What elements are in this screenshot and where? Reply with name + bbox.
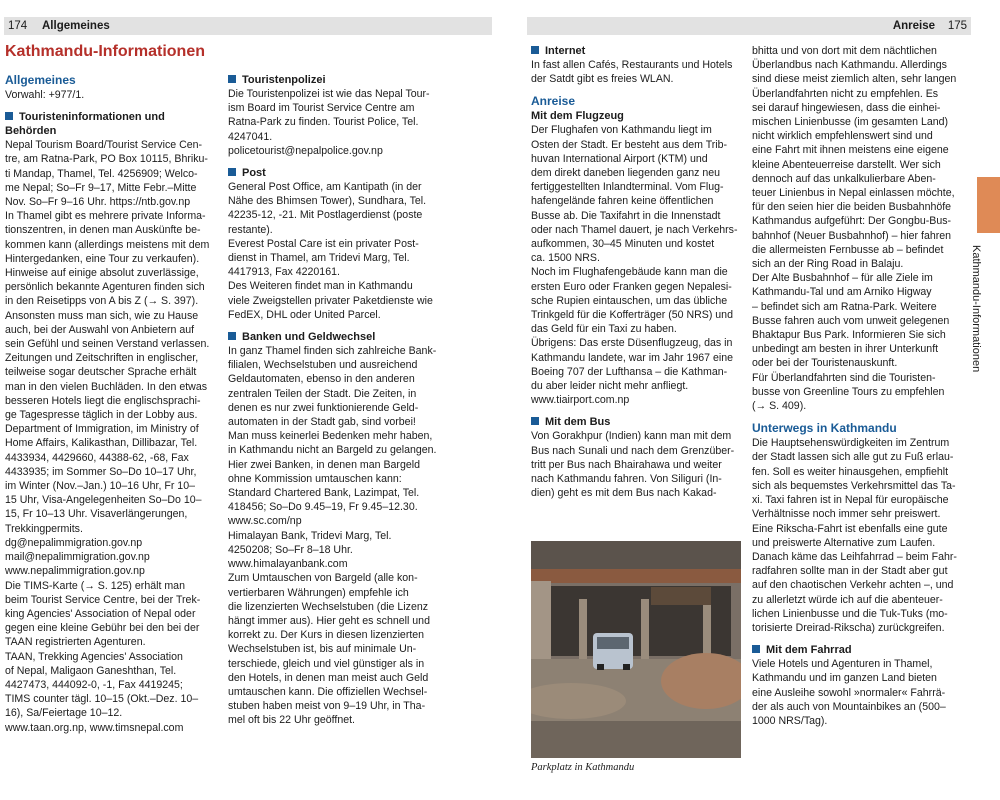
text-line: im Winter (Nov.–Jan.) 10–16 Uhr, Fr 10–: [5, 480, 195, 493]
text-line: Der Alte Busbahnhof – für alle Ziele im: [752, 272, 933, 285]
text-line: king Agencies' Association of Nepal oder: [5, 607, 196, 620]
internet-text: [531, 58, 741, 86]
text-line: tre, am Ratna-Park, PO Box 10115, Bhriku-: [5, 153, 208, 166]
text-line: www.himalayanbank.com: [228, 558, 348, 571]
text-line: in Kathmandu nicht an Bargeld zu gelangen.: [228, 444, 437, 457]
text-line: 4433934, 4429660, 44388-62, -68, Fax: [5, 451, 189, 464]
text-line: dien) geht es mit dem Bus nach Kakad-: [531, 487, 717, 500]
text-line: In fast allen Cafés, Restaurants und Hotels: [531, 59, 733, 71]
text-line: Osten der Stadt. Er besteht aus dem Trib-: [531, 138, 728, 151]
text-line: persönlich bekannte Agenturen finden sich: [5, 281, 205, 294]
text-line: 4417913, Fax 4220161.: [228, 266, 340, 279]
text-line: restante).: [228, 223, 273, 236]
text-line: mischen Linienbusse (im gesamten Land): [752, 116, 949, 129]
heading-flugzeug: Mit dem Flugzeug: [531, 110, 624, 123]
text-line: torisierte Dreirad-Rikscha) zurückgreifen.: [752, 621, 945, 634]
text-line: das Geld für ein Taxi zu haben.: [531, 323, 677, 336]
text-line: Die TIMS-Karte (→ S. 125) erhält man: [5, 579, 185, 592]
text-line: automaten in der Stadt gab, sind vorbei!: [228, 416, 416, 429]
text-line: ge Tagespresse täglich in der Lobby aus.: [5, 409, 198, 422]
text-line: 16), Sa/Feiertage 10–12.: [5, 707, 123, 720]
text-line: policetourist@nepalpolice.gov.np: [228, 144, 383, 157]
text-line: sich als bequemstes Verkehrsmittel das Ta-: [752, 479, 956, 492]
text-line: 4247041.: [228, 130, 273, 143]
text-line: besseren Hotels liegt die englischsprachi-: [5, 394, 201, 407]
unterwegs-text: [752, 436, 964, 635]
heading-touristeninformationen: Touristeninformationen und Behörden: [5, 110, 216, 138]
side-label: [970, 245, 998, 425]
text-line: Everest Postal Care ist ein privater Post-: [228, 237, 419, 250]
text-line: mail@nepalimmigration.gov.np: [5, 551, 150, 564]
text-line: Der Flughafen von Kathmandu liegt im: [531, 124, 712, 137]
touristenpolizei-text: [228, 87, 438, 158]
text-line: 1000 NRS/Tag).: [752, 714, 828, 727]
text-line: korrekt zu. Der Kurs in diesen lizenzierten: [228, 629, 425, 642]
text-line: Die Hauptsehenswürdigkeiten im Zentrum: [752, 437, 950, 450]
text-line: Verhältnisse noch immer sehr preiswert.: [752, 508, 941, 521]
heading-unterwegs: Unterwegs in Kathmandu: [752, 421, 897, 436]
text-line: zentralen Teilen der Stadt. Die Zeiten, in: [228, 387, 417, 400]
text-line: den Hotels, in denen man meist auch Geld: [228, 671, 429, 684]
text-line: Himalayan Bank, Tridevi Marg, Tel.: [228, 529, 392, 542]
photo-caption: Parkplatz in Kathmandu: [531, 762, 635, 773]
text-line: teuer Linienbus in Nepal einlassen möchte,: [752, 187, 955, 200]
text-line: General Post Office, am Kantipath (in der: [228, 181, 422, 194]
text-line: ca. 1500 NRS.: [531, 252, 600, 265]
heading-anreise: Anreise: [531, 94, 576, 109]
text-line: die allermeisten Fernbusse ab – befindet: [752, 243, 944, 256]
side-label-text: Kathmandu-Informationen: [970, 245, 982, 373]
text-line: Department of Immigration, im Ministry of: [5, 423, 199, 436]
chapter-tab: [977, 177, 1000, 233]
text-line: aufkommen, 30–45 Minuten und kostet: [531, 238, 715, 251]
text-line: lichen Linienbusse und die Tuk-Tuks (mo-: [752, 607, 948, 620]
text-line: TAAN registrierten Agenturen.: [5, 636, 146, 649]
text-line: Überlandbus nach Kathmandu. Allerdings: [752, 59, 947, 72]
column-4: [752, 44, 964, 728]
text-line: www.taan.org.np, www.timsnepal.com: [5, 721, 184, 734]
text-line: In Thamel gibt es mehrere private Informa-: [5, 210, 206, 223]
text-line: Hier zwei Banken, in denen man Bargeld: [228, 458, 420, 471]
text-line: sich an der Ring Road in Balaju.: [752, 258, 904, 271]
text-line: Home Affairs, Kalikasthan, Dillibazar, Tel.: [5, 437, 198, 450]
text-line: Noch im Flughafengebäude kann man die: [531, 266, 728, 279]
text-line: hängt immer aus). Hier geht es schnell und: [228, 614, 430, 627]
text-line: Zeitungen und Zeitschriften in englischer,: [5, 352, 199, 365]
text-line: (→ S. 409).: [752, 400, 807, 413]
text-line: auch, bei der Auswahl von Anbietern auf: [5, 323, 195, 336]
text-line: Zum Umtauschen von Bargeld (alle kon-: [228, 572, 418, 585]
text-line: www.nepalimmigration.gov.np: [5, 565, 145, 578]
text-line: dem direkt daneben liegenden ganz neu: [531, 167, 721, 180]
chapter-title: Kathmandu-Informationen: [5, 43, 205, 60]
text-line: Nähe des Bhimsen Tower), Sundhara, Tel.: [228, 195, 427, 208]
text-line: FedEX, DHL oder United Parcel.: [228, 308, 381, 321]
text-line: TAAN, Trekking Agencies' Association: [5, 650, 183, 663]
text-line: tritt per Bus nach Bhairahawa und weiter: [531, 458, 722, 471]
heading-internet: Internet: [531, 44, 741, 58]
section-title-right: Anreise: [892, 20, 935, 32]
text-line: 418456; So–Do 9.45–19, Fr 9.45–12.30.: [228, 501, 418, 514]
text-line: kleine Abenteuerreise darstellt. Wer sich: [752, 158, 941, 171]
parking-photo: [531, 541, 741, 758]
text-line: xi. Taxi fahren ist in Nepal für europäische: [752, 494, 949, 507]
text-line: Kathmandus aufgeführt: Der Gongbu-Bus-: [752, 215, 952, 228]
text-line: Man muss keinerlei Bedenken mehr haben,: [228, 430, 433, 443]
text-line: kommen kann (allerdings meistens mit dem: [5, 238, 210, 251]
text-line: 4433935; im Sommer So–Do 10–17 Uhr,: [5, 465, 197, 478]
text-line: vertierbaren Währungen) empfehle ich: [228, 586, 409, 599]
running-header-left: [4, 17, 492, 35]
text-line: Hintergedanken, eine Tour zu verkaufen).: [5, 252, 200, 265]
text-line: mel oft bis 22 Uhr geöffnet.: [228, 714, 356, 727]
text-line: Kathmandu landete, war im Jahr 1967 eine: [531, 351, 733, 364]
column-1: [5, 73, 216, 735]
text-line: Hinweise auf einige absolut zuverlässige,: [5, 267, 199, 280]
text-line: oder bei der Touristenauskunft.: [752, 357, 898, 370]
text-line: – befindet sich am Ratna-Park. Weitere: [752, 300, 937, 313]
text-line: Busse fahren auch vom unweit gelegenen: [752, 314, 950, 327]
text-line: für den seien hier die beiden Busbahnhöfe: [752, 201, 952, 214]
text-line: fertiggestellten Inlandterminal. Vom Flug-: [531, 181, 724, 194]
text-line: Kathmandu-Tal und am Arniko Higway: [752, 286, 932, 299]
page-number-left: 174: [8, 20, 28, 32]
text-line: TIMS counter tägl. 10–15 (Okt.–Dez. 10–: [5, 693, 199, 706]
text-line: tionszentren, in denen man Auskünfte be-: [5, 224, 201, 237]
text-line: Viele Hotels und Agenturen in Thamel,: [752, 658, 933, 671]
text-line: nicht wirklich empfehlenswert sind und: [752, 130, 933, 143]
text-line: www.sc.com/np: [228, 515, 302, 528]
text-line: of Nepal, Maligaon Ganeshthan, Tel.: [5, 664, 177, 677]
text-line: radfahren sollte man in der Stadt aber gut: [752, 565, 948, 578]
text-line: der als auch von Mountainbikes an (500–: [752, 700, 946, 713]
text-line: auf den chaotischen Verkehr achten –, und: [752, 579, 954, 592]
text-line: man in den vielen Buchläden. In den etwas: [5, 380, 208, 393]
text-line: busse von Greenline Tours zu empfehlen: [752, 385, 945, 398]
text-line: In ganz Thamel finden sich zahlreiche Bank-: [228, 345, 437, 358]
heading-post: Post: [228, 166, 438, 180]
text-line: Geldautomaten, ebenso in den anderen: [228, 373, 415, 386]
text-line: Nepal Tourism Board/Tourist Service Cen-: [5, 139, 203, 152]
flugzeug-text: [531, 123, 741, 407]
section-title-left: Allgemeines: [42, 20, 110, 32]
bus-continued-text: [752, 44, 964, 413]
text-line: Trekkingpermits.: [5, 522, 83, 535]
text-line: denen es nur zwei funktionierende Geld-: [228, 401, 419, 414]
text-line: ti Mandap, Thamel, Tel. 4256909; Welco-: [5, 167, 198, 180]
column-2: [228, 73, 438, 728]
text-line: Eine Rikscha-Fahrt ist ebenfalls eine gute: [752, 522, 948, 535]
page-number-right: 175: [947, 20, 967, 32]
text-line: me Nepal; So–Fr 9–17, Mitte Febr.–Mitte: [5, 181, 197, 194]
text-line: Ratna-Park zu finden. Tourist Police, Tel.: [228, 116, 419, 129]
text-line: ohne Kommission umtauschen kann:: [228, 472, 402, 485]
text-line: die lizenzierten Wechselstuben (die Lizenz: [228, 600, 429, 613]
text-line: bhitta und von dort mit dem nächtlichen: [752, 45, 937, 57]
text-line: unbedingt am besten in ihrer Unterkunft: [752, 343, 939, 356]
parking-photo-illustration: [531, 541, 741, 758]
fahrrad-text: [752, 657, 964, 728]
text-line: dg@nepalimmigration.gov.np: [5, 536, 143, 549]
text-line: Übrigens: Das erste Düsenflugzeug, das in: [531, 337, 733, 350]
text-line: Standard Chartered Bank, Lazimpat, Tel.: [228, 487, 420, 500]
post-text: [228, 180, 438, 322]
bus-text: [531, 429, 741, 500]
banken-text: [228, 344, 438, 727]
text-line: und preiswerte Alternative zum Laufen.: [752, 536, 936, 549]
text-line: fen. Soll es weiter hinausgehen, empfiehlt: [752, 465, 949, 478]
text-line: dennoch auf das unkalkulierbare Aben-: [752, 172, 936, 185]
text-line: der Stadt lassen sich alle gut zu Fuß erlau-: [752, 451, 954, 464]
text-line: dienst in Thamel, am Tridevi Marg, Tel.: [228, 252, 410, 265]
text-line: Ansonsten muss man sich, wie zu Hause: [5, 309, 199, 322]
text-line: huvan International Airport (KTM) und: [531, 152, 708, 165]
text-line: sei darauf hingewiesen, dass die einhei-: [752, 101, 941, 114]
text-line: eine Ausleihe sowohl »normaler« Fahrrä-: [752, 686, 946, 699]
text-line: Bhaktapur Bus Park. Informieren Sie sich: [752, 329, 946, 342]
heading-allgemeines: Allgemeines: [5, 73, 76, 87]
text-line: 42235-12, -21. Mit Postlagerdienst (poste: [228, 209, 423, 222]
text-line: Die Touristenpolizei ist wie das Nepal Tour-: [228, 88, 430, 100]
text-line: stuben haben meist von 9–19 Uhr, in Tha-: [228, 700, 426, 713]
text-line: teilweise sogar deutscher Sprache erhält: [5, 366, 197, 379]
text-line: terschiede, gleich und viel günstiger als in: [228, 657, 425, 670]
heading-fahrrad: Mit dem Fahrrad: [752, 643, 964, 657]
text-line: hafengelände fahren keine öffentlichen: [531, 195, 714, 208]
text-line: eine Fahrt mit ihnen meistens eine eigene: [752, 144, 949, 157]
text-line: umtauschen kann. Die offiziellen Wechsel-: [228, 685, 428, 698]
text-line: filialen, Wechselstuben und ausreichend: [228, 359, 418, 372]
text-line: Wechselstuben ist, bis auf minimale Un-: [228, 643, 417, 656]
touri-text: [5, 138, 216, 735]
text-line: oder nach Thamel dauert, je nach Verkehrs-: [531, 223, 738, 236]
text-line: sein Gefühl und seinen Verstand verlassen.: [5, 338, 210, 351]
text-line: Von Gorakhpur (Indien) kann man mit dem: [531, 430, 732, 443]
column-3: [531, 44, 741, 500]
text-line: Kathmandu und im ganzen Land bieten: [752, 672, 937, 685]
text-line: Busse ab. Die Taxifahrt in die Innenstadt: [531, 209, 721, 222]
text-line: nach Kathmandu fahren. Von Siliguri (In-: [531, 473, 722, 486]
text-line: Boeing 707 der Lufthansa – die Kathman-: [531, 365, 728, 378]
heading-banken: Banken und Geldwechsel: [228, 330, 438, 344]
running-header-right: [527, 17, 971, 35]
heading-touristenpolizei: Touristenpolizei: [228, 73, 438, 87]
text-line: 15, Fr 10–13 Uhr. Visaverlängerungen,: [5, 508, 188, 521]
text-line: Danach käme das Leihfahrrad – beim Fahr-: [752, 550, 957, 563]
text-line: Nov. So–Fr 9–16 Uhr. https://ntb.gov.np: [5, 196, 191, 209]
text-line: sche Rupien eintauschen, um das übliche: [531, 294, 728, 307]
text-line: gegen eine kleine Gebühr bei den bei der: [5, 622, 200, 635]
text-line: ism Board im Tourist Service Centre am: [228, 102, 415, 115]
text-line: du aber leider nicht mehr anfliegt.: [531, 380, 689, 393]
text-line: sind diese meist ziemlich alten, sehr langen: [752, 73, 957, 86]
text-line: viele Zweigstellen privater Paketdienste wie: [228, 294, 433, 307]
text-line: 4250208; So–Fr 8–18 Uhr.: [228, 543, 353, 556]
text-line: beim Tourist Service Centre, bei der Trek-: [5, 593, 201, 606]
text-line: www.tiairport.com.np: [531, 394, 630, 407]
vorwahl-line: Vorwahl: +977/1.: [5, 89, 85, 101]
text-line: bahnhof (Neuer Busbahnhof) – hier fahren: [752, 229, 952, 242]
text-line: 15 Uhr, Visa-Angelegenheiten So–Do 10–: [5, 494, 202, 507]
text-line: Überlandfahrten nicht zu empfehlen. Es: [752, 87, 939, 100]
text-line: in den Reisetipps von A bis Z (→ S. 397).: [5, 295, 199, 308]
text-line: 4427473, 444092-0, -1, Fax 4419245;: [5, 678, 183, 691]
text-line: Des Weiteren findet man in Kathmandu: [228, 280, 413, 293]
text-line: zu allerletzt würde ich auf die abenteuer-: [752, 593, 943, 606]
heading-bus: Mit dem Bus: [531, 415, 741, 429]
text-line: Bus nach Sunali und nach dem Grenzüber-: [531, 444, 735, 457]
text-line: der Satdt gibt es freies WLAN.: [531, 73, 674, 86]
text-line: ersten Euro oder Franken gegen Nepalesi-: [531, 280, 732, 293]
text-line: Trinkgeld für die Kofferträger (50 NRS) und: [531, 309, 733, 322]
text-line: Für Überlandfahrten sind die Touristen-: [752, 371, 936, 384]
